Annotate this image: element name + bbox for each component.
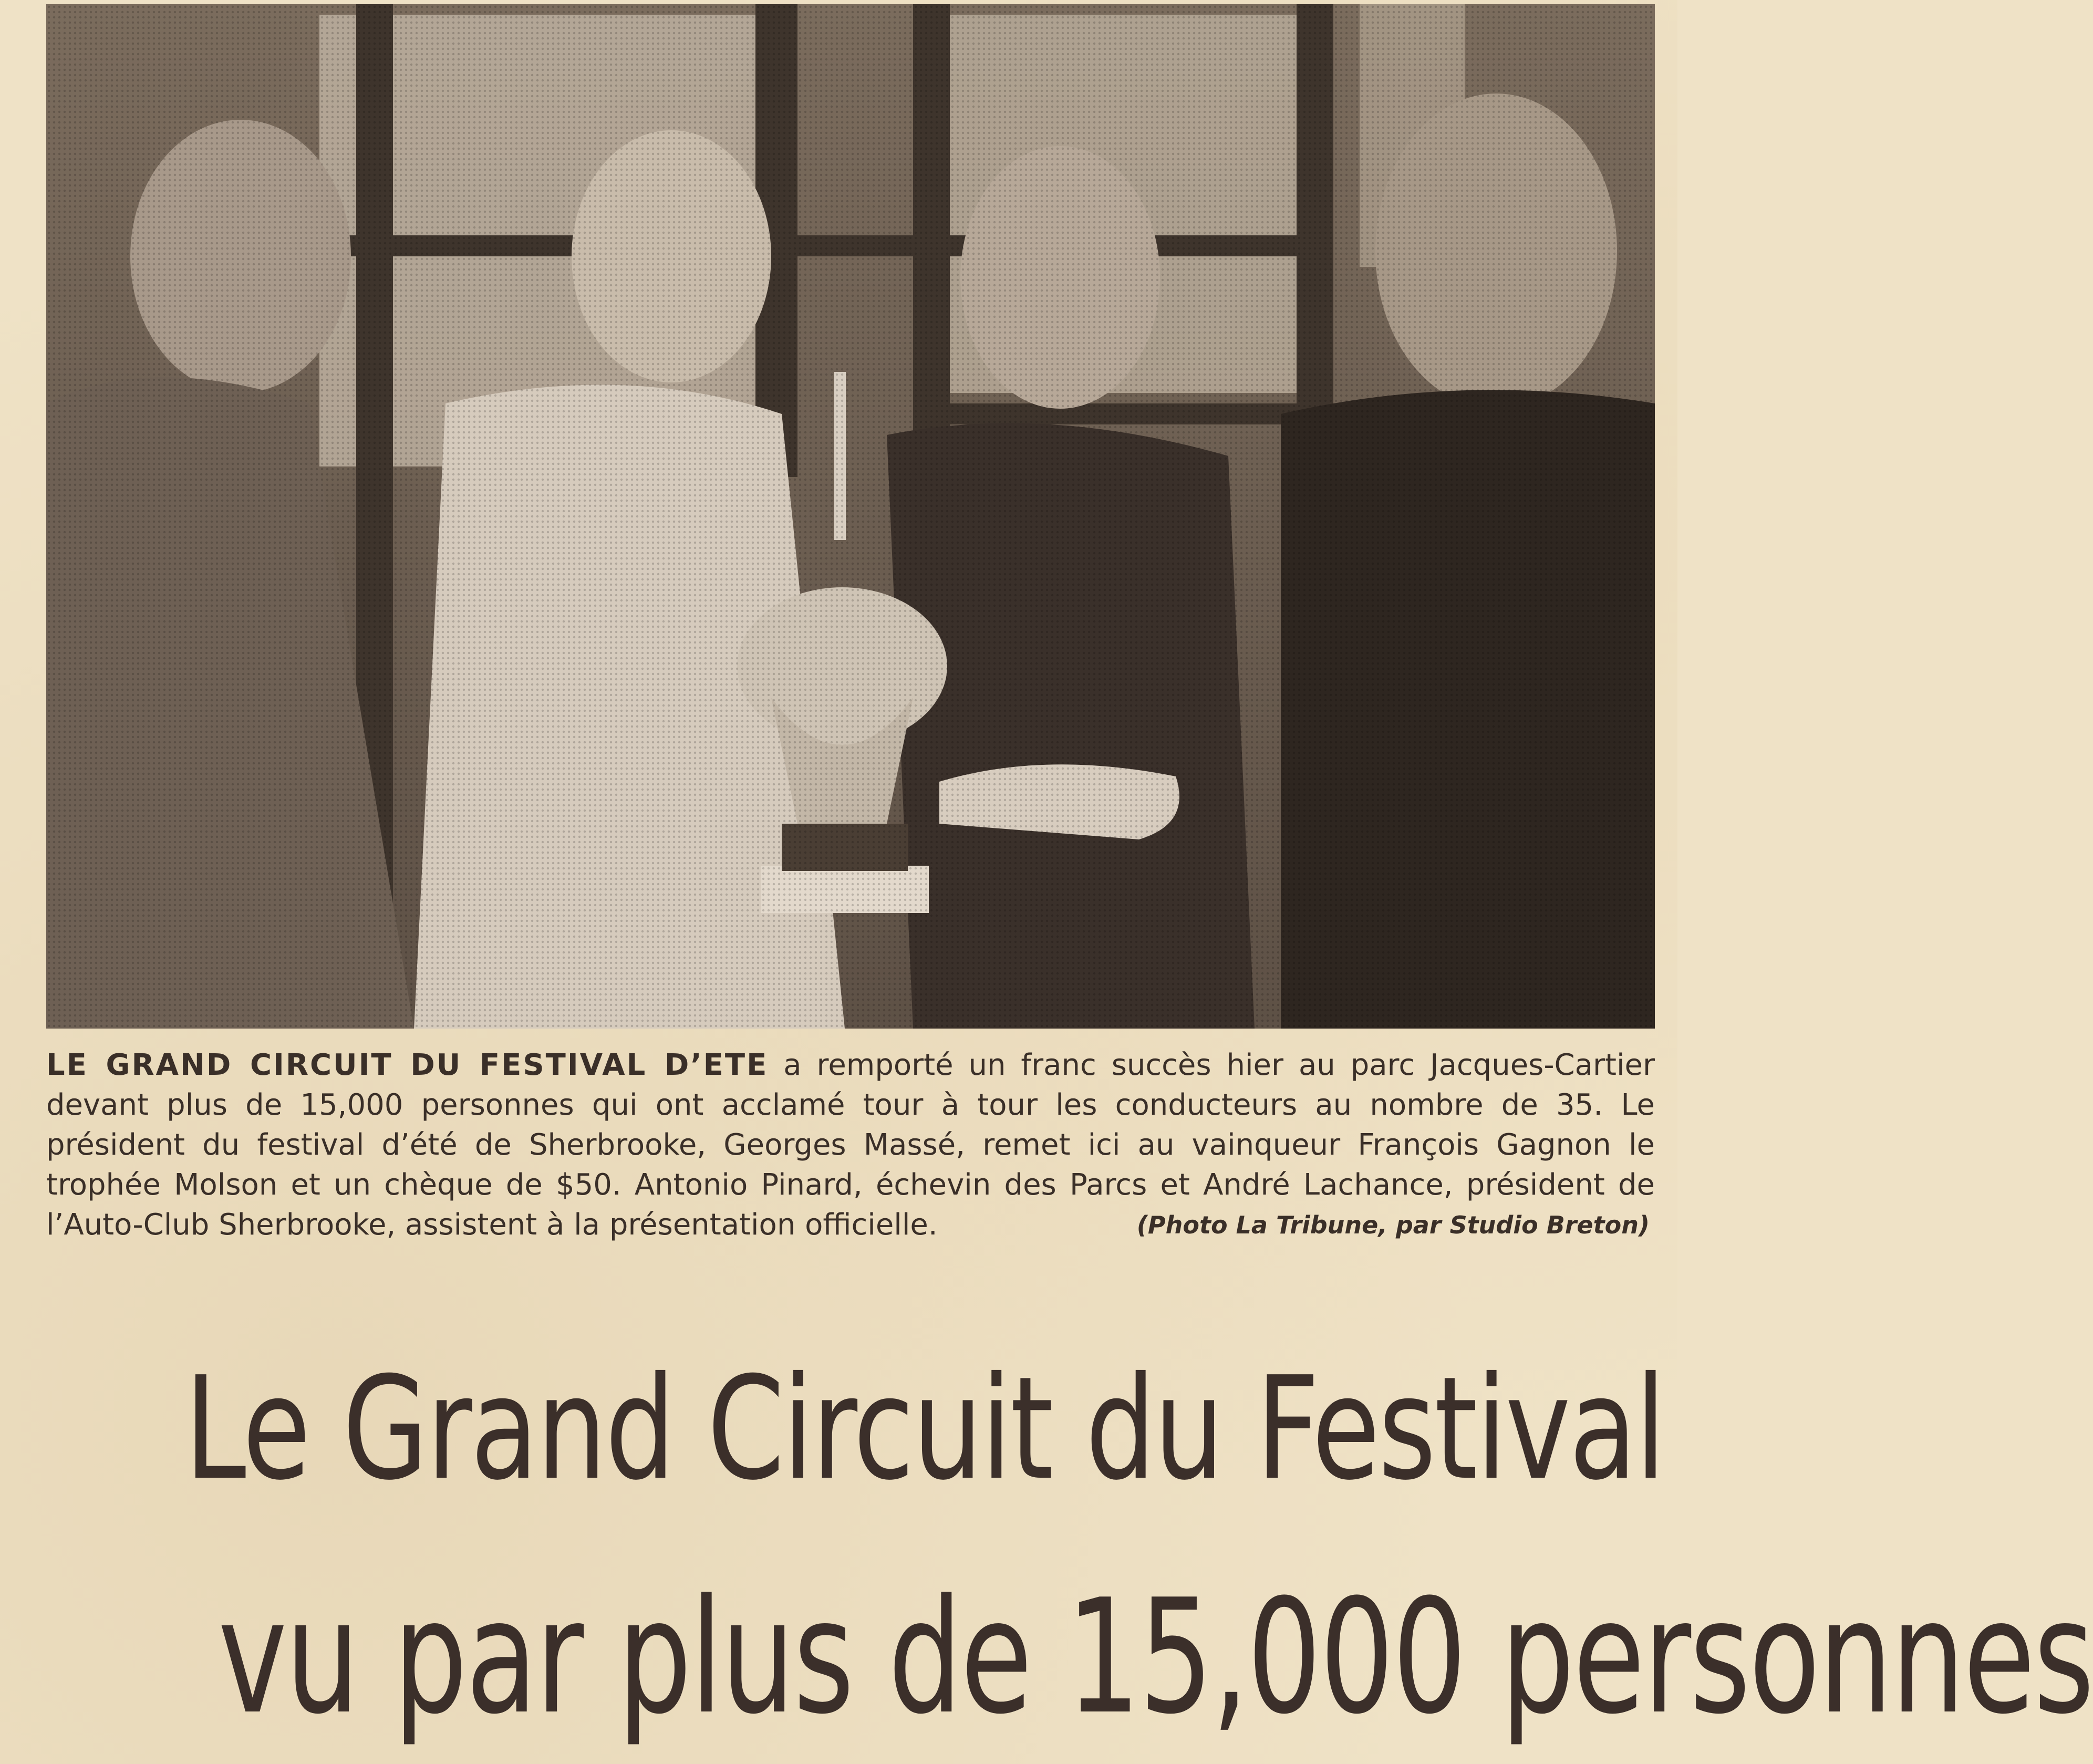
photo-credit: (Photo La Tribune, par Studio Breton) <box>1136 1211 1650 1239</box>
headline-line-2: vu par plus de 15,000 personnes <box>218 1565 2093 1749</box>
caption-body: a remporté un franc succès hier au parc Jacques-Cartier devant plus de 15,000 personnes qui ont acclamé tour à tour les conducteurs au nombre de 35. Le président du festival d’été de Sherbrooke, Georges Massé, remet ici au vainqueur François Gagnon le trophée Molson et un chèque de $50. Antonio Pinard, échevin des Parcs et André Lachance, président de l’Auto-Club Sherbrooke, assistent à la présentation officielle. <box>46 1048 1655 1242</box>
news-photo <box>46 4 1655 1029</box>
photo-caption <box>46 1045 1655 1245</box>
caption-lead: LE GRAND CIRCUIT DU FESTIVAL D’ETE <box>46 1048 769 1082</box>
halftone-photo-illustration <box>46 4 1655 1029</box>
headline-line-1: Le Grand Circuit du Festival <box>184 1346 1665 1511</box>
